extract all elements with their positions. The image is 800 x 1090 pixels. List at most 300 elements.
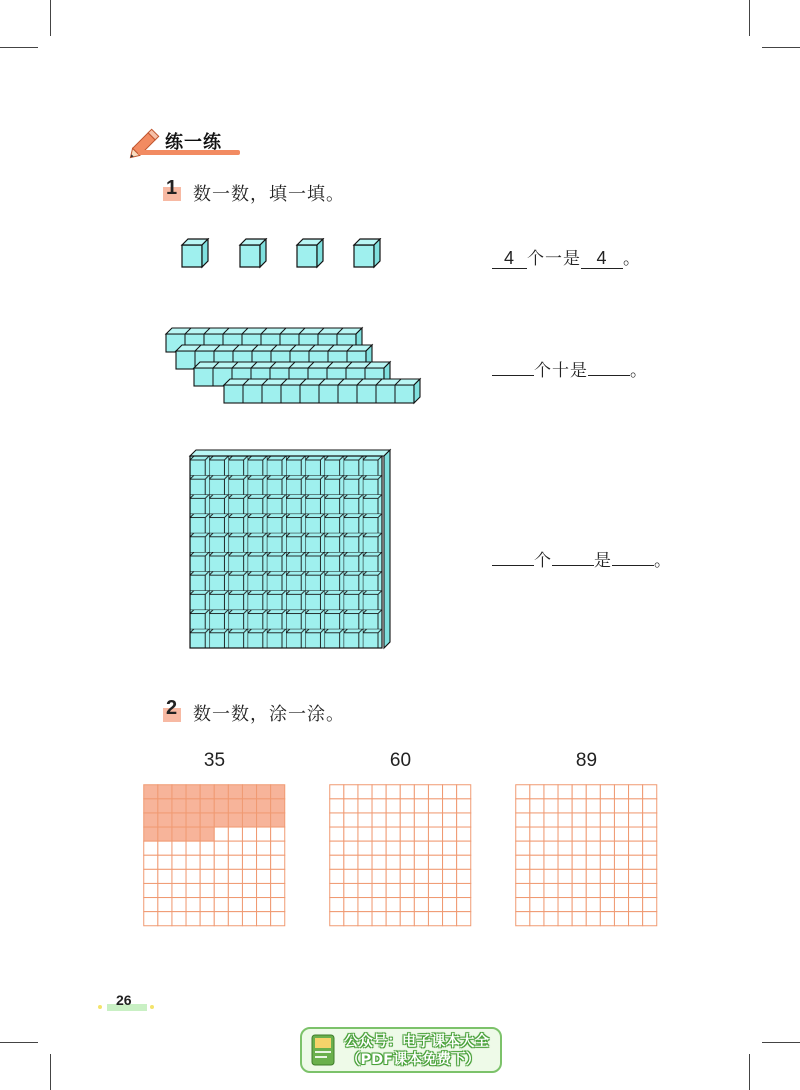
grid-cell[interactable] — [257, 912, 271, 926]
grid-cell[interactable] — [200, 898, 214, 912]
grid-cell[interactable] — [200, 785, 214, 799]
grid-cell[interactable] — [600, 799, 614, 813]
grid-cell[interactable] — [614, 898, 628, 912]
grid-cell[interactable] — [414, 813, 428, 827]
grid-cell[interactable] — [643, 841, 657, 855]
grid-cell[interactable] — [271, 898, 285, 912]
answer-blank[interactable] — [612, 565, 654, 566]
answer-blank[interactable] — [552, 565, 594, 566]
grid-cell[interactable] — [414, 898, 428, 912]
grid-cell[interactable] — [372, 898, 386, 912]
grid-cell[interactable] — [344, 841, 358, 855]
grid-cell[interactable] — [386, 883, 400, 897]
grid-cell[interactable] — [614, 813, 628, 827]
grid-cell[interactable] — [358, 841, 372, 855]
grid-cell[interactable] — [271, 841, 285, 855]
grid-cell[interactable] — [516, 841, 530, 855]
grid-cell[interactable] — [600, 827, 614, 841]
grid-cell[interactable] — [643, 813, 657, 827]
hundred-grid[interactable] — [329, 784, 472, 927]
grid-cell[interactable] — [516, 785, 530, 799]
grid-cell[interactable] — [158, 799, 172, 813]
grid-cell[interactable] — [530, 869, 544, 883]
grid-cell[interactable] — [344, 785, 358, 799]
grid-cell[interactable] — [572, 841, 586, 855]
grid-cell[interactable] — [428, 883, 442, 897]
grid-cell[interactable] — [544, 883, 558, 897]
grid-cell[interactable] — [372, 813, 386, 827]
grid-cell[interactable] — [186, 827, 200, 841]
grid-cell[interactable] — [172, 912, 186, 926]
grid-cell[interactable] — [271, 869, 285, 883]
grid-cell[interactable] — [443, 869, 457, 883]
grid-cell[interactable] — [144, 869, 158, 883]
answer-blank[interactable]: 4 — [492, 248, 527, 269]
grid-cell[interactable] — [257, 785, 271, 799]
grid-cell[interactable] — [614, 883, 628, 897]
grid-cell[interactable] — [600, 785, 614, 799]
grid-cell[interactable] — [544, 813, 558, 827]
grid-cell[interactable] — [344, 912, 358, 926]
grid-cell[interactable] — [629, 799, 643, 813]
grid-cell[interactable] — [144, 799, 158, 813]
grid-cell[interactable] — [428, 799, 442, 813]
grid-cell[interactable] — [457, 813, 471, 827]
grid-cell[interactable] — [228, 883, 242, 897]
grid-cell[interactable] — [572, 912, 586, 926]
grid-cell[interactable] — [214, 869, 228, 883]
grid-cell[interactable] — [200, 883, 214, 897]
grid-cell[interactable] — [414, 912, 428, 926]
grid-cell[interactable] — [572, 785, 586, 799]
grid-cell[interactable] — [330, 912, 344, 926]
grid-cell[interactable] — [271, 827, 285, 841]
grid-cell[interactable] — [443, 912, 457, 926]
grid-cell[interactable] — [228, 799, 242, 813]
grid-cell[interactable] — [530, 827, 544, 841]
grid-cell[interactable] — [414, 799, 428, 813]
grid-cell[interactable] — [144, 841, 158, 855]
grid-cell[interactable] — [358, 898, 372, 912]
grid-cell[interactable] — [530, 912, 544, 926]
grid-cell[interactable] — [586, 883, 600, 897]
grid-cell[interactable] — [428, 869, 442, 883]
grid-cell[interactable] — [228, 841, 242, 855]
grid-cell[interactable] — [372, 841, 386, 855]
grid-cell[interactable] — [358, 869, 372, 883]
grid-cell[interactable] — [172, 898, 186, 912]
grid-cell[interactable] — [358, 912, 372, 926]
grid-cell[interactable] — [242, 912, 256, 926]
grid-cell[interactable] — [516, 869, 530, 883]
grid-cell[interactable] — [386, 869, 400, 883]
grid-cell[interactable] — [386, 785, 400, 799]
grid-cell[interactable] — [172, 785, 186, 799]
grid-cell[interactable] — [330, 898, 344, 912]
grid-cell[interactable] — [428, 912, 442, 926]
grid-cell[interactable] — [158, 827, 172, 841]
grid-cell[interactable] — [144, 785, 158, 799]
grid-cell[interactable] — [572, 827, 586, 841]
grid-cell[interactable] — [530, 841, 544, 855]
grid-cell[interactable] — [414, 841, 428, 855]
grid-cell[interactable] — [400, 869, 414, 883]
grid-cell[interactable] — [330, 799, 344, 813]
grid-cell[interactable] — [629, 898, 643, 912]
answer-blank[interactable]: 4 — [581, 248, 623, 269]
grid-cell[interactable] — [400, 799, 414, 813]
grid-cell[interactable] — [242, 855, 256, 869]
grid-cell[interactable] — [643, 912, 657, 926]
grid-cell[interactable] — [200, 841, 214, 855]
grid-cell[interactable] — [516, 799, 530, 813]
grid-cell[interactable] — [242, 841, 256, 855]
answer-blank[interactable] — [492, 565, 534, 566]
grid-cell[interactable] — [344, 883, 358, 897]
grid-cell[interactable] — [629, 827, 643, 841]
grid-cell[interactable] — [214, 898, 228, 912]
grid-cell[interactable] — [530, 898, 544, 912]
grid-cell[interactable] — [629, 841, 643, 855]
hundred-grid[interactable] — [143, 784, 286, 927]
grid-cell[interactable] — [144, 883, 158, 897]
grid-cell[interactable] — [600, 855, 614, 869]
grid-cell[interactable] — [186, 855, 200, 869]
grid-cell[interactable] — [386, 898, 400, 912]
grid-cell[interactable] — [558, 883, 572, 897]
grid-cell[interactable] — [558, 841, 572, 855]
grid-cell[interactable] — [400, 912, 414, 926]
grid-cell[interactable] — [200, 813, 214, 827]
grid-cell[interactable] — [558, 785, 572, 799]
grid-cell[interactable] — [271, 799, 285, 813]
grid-cell[interactable] — [271, 883, 285, 897]
grid-cell[interactable] — [414, 869, 428, 883]
grid-cell[interactable] — [158, 855, 172, 869]
grid-cell[interactable] — [600, 869, 614, 883]
grid-cell[interactable] — [344, 813, 358, 827]
grid-cell[interactable] — [414, 855, 428, 869]
grid-cell[interactable] — [144, 813, 158, 827]
grid-cell[interactable] — [516, 813, 530, 827]
grid-cell[interactable] — [200, 827, 214, 841]
grid-cell[interactable] — [544, 785, 558, 799]
grid-cell[interactable] — [228, 855, 242, 869]
grid-cell[interactable] — [386, 841, 400, 855]
grid-cell[interactable] — [214, 841, 228, 855]
grid-cell[interactable] — [242, 898, 256, 912]
grid-cell[interactable] — [186, 898, 200, 912]
grid-cell[interactable] — [572, 883, 586, 897]
grid-cell[interactable] — [572, 869, 586, 883]
grid-cell[interactable] — [372, 883, 386, 897]
grid-cell[interactable] — [428, 827, 442, 841]
grid-cell[interactable] — [629, 785, 643, 799]
grid-cell[interactable] — [344, 898, 358, 912]
grid-cell[interactable] — [414, 883, 428, 897]
grid-cell[interactable] — [443, 883, 457, 897]
grid-cell[interactable] — [330, 785, 344, 799]
grid-cell[interactable] — [158, 898, 172, 912]
hundred-grid[interactable] — [515, 784, 658, 927]
grid-cell[interactable] — [200, 799, 214, 813]
grid-cell[interactable] — [257, 869, 271, 883]
grid-cell[interactable] — [558, 799, 572, 813]
grid-cell[interactable] — [443, 799, 457, 813]
grid-cell[interactable] — [586, 869, 600, 883]
grid-cell[interactable] — [643, 827, 657, 841]
grid-cell[interactable] — [629, 912, 643, 926]
grid-cell[interactable] — [400, 883, 414, 897]
grid-cell[interactable] — [386, 813, 400, 827]
grid-cell[interactable] — [400, 827, 414, 841]
grid-cell[interactable] — [172, 883, 186, 897]
grid-cell[interactable] — [457, 898, 471, 912]
grid-cell[interactable] — [172, 869, 186, 883]
grid-cell[interactable] — [214, 785, 228, 799]
grid-cell[interactable] — [428, 785, 442, 799]
grid-cell[interactable] — [257, 799, 271, 813]
grid-cell[interactable] — [400, 898, 414, 912]
grid-cell[interactable] — [200, 869, 214, 883]
grid-cell[interactable] — [643, 883, 657, 897]
grid-cell[interactable] — [586, 785, 600, 799]
grid-cell[interactable] — [586, 898, 600, 912]
grid-cell[interactable] — [386, 855, 400, 869]
grid-cell[interactable] — [172, 827, 186, 841]
grid-cell[interactable] — [372, 827, 386, 841]
grid-cell[interactable] — [457, 841, 471, 855]
grid-cell[interactable] — [428, 855, 442, 869]
grid-cell[interactable] — [228, 912, 242, 926]
grid-cell[interactable] — [643, 855, 657, 869]
grid-cell[interactable] — [544, 799, 558, 813]
grid-cell[interactable] — [457, 912, 471, 926]
grid-cell[interactable] — [186, 813, 200, 827]
grid-cell[interactable] — [414, 785, 428, 799]
grid-cell[interactable] — [600, 883, 614, 897]
grid-cell[interactable] — [544, 869, 558, 883]
grid-cell[interactable] — [257, 841, 271, 855]
grid-cell[interactable] — [172, 855, 186, 869]
grid-cell[interactable] — [242, 785, 256, 799]
grid-cell[interactable] — [186, 883, 200, 897]
grid-cell[interactable] — [400, 813, 414, 827]
grid-cell[interactable] — [586, 841, 600, 855]
grid-cell[interactable] — [214, 912, 228, 926]
grid-cell[interactable] — [457, 855, 471, 869]
grid-cell[interactable] — [257, 898, 271, 912]
grid-cell[interactable] — [386, 912, 400, 926]
grid-cell[interactable] — [242, 799, 256, 813]
grid-cell[interactable] — [358, 785, 372, 799]
grid-cell[interactable] — [200, 855, 214, 869]
grid-cell[interactable] — [643, 898, 657, 912]
grid-cell[interactable] — [586, 912, 600, 926]
grid-cell[interactable] — [558, 855, 572, 869]
grid-cell[interactable] — [530, 883, 544, 897]
grid-cell[interactable] — [257, 855, 271, 869]
grid-cell[interactable] — [186, 869, 200, 883]
grid-cell[interactable] — [516, 898, 530, 912]
grid-cell[interactable] — [372, 869, 386, 883]
grid-cell[interactable] — [228, 785, 242, 799]
grid-cell[interactable] — [643, 785, 657, 799]
grid-cell[interactable] — [186, 785, 200, 799]
grid-cell[interactable] — [530, 785, 544, 799]
grid-cell[interactable] — [414, 827, 428, 841]
grid-cell[interactable] — [358, 827, 372, 841]
grid-cell[interactable] — [572, 855, 586, 869]
grid-cell[interactable] — [144, 898, 158, 912]
grid-cell[interactable] — [586, 799, 600, 813]
grid-cell[interactable] — [400, 841, 414, 855]
grid-cell[interactable] — [158, 813, 172, 827]
grid-cell[interactable] — [214, 855, 228, 869]
grid-cell[interactable] — [629, 883, 643, 897]
grid-cell[interactable] — [186, 912, 200, 926]
grid-cell[interactable] — [257, 827, 271, 841]
grid-cell[interactable] — [443, 813, 457, 827]
grid-cell[interactable] — [172, 841, 186, 855]
grid-cell[interactable] — [443, 827, 457, 841]
grid-cell[interactable] — [372, 912, 386, 926]
grid-cell[interactable] — [614, 869, 628, 883]
grid-cell[interactable] — [544, 912, 558, 926]
grid-cell[interactable] — [443, 855, 457, 869]
grid-cell[interactable] — [228, 827, 242, 841]
grid-cell[interactable] — [516, 883, 530, 897]
grid-cell[interactable] — [330, 827, 344, 841]
grid-cell[interactable] — [158, 785, 172, 799]
grid-cell[interactable] — [330, 813, 344, 827]
grid-cell[interactable] — [372, 855, 386, 869]
grid-cell[interactable] — [572, 799, 586, 813]
grid-cell[interactable] — [558, 813, 572, 827]
grid-cell[interactable] — [600, 912, 614, 926]
grid-cell[interactable] — [228, 898, 242, 912]
grid-cell[interactable] — [558, 898, 572, 912]
grid-cell[interactable] — [386, 799, 400, 813]
grid-cell[interactable] — [614, 855, 628, 869]
grid-cell[interactable] — [544, 855, 558, 869]
grid-cell[interactable] — [614, 841, 628, 855]
grid-cell[interactable] — [344, 855, 358, 869]
grid-cell[interactable] — [271, 855, 285, 869]
grid-cell[interactable] — [344, 827, 358, 841]
grid-cell[interactable] — [214, 883, 228, 897]
grid-cell[interactable] — [572, 813, 586, 827]
grid-cell[interactable] — [242, 869, 256, 883]
grid-cell[interactable] — [386, 827, 400, 841]
grid-cell[interactable] — [586, 813, 600, 827]
grid-cell[interactable] — [443, 898, 457, 912]
grid-cell[interactable] — [144, 912, 158, 926]
grid-cell[interactable] — [457, 827, 471, 841]
grid-cell[interactable] — [457, 869, 471, 883]
grid-cell[interactable] — [544, 898, 558, 912]
grid-cell[interactable] — [572, 898, 586, 912]
grid-cell[interactable] — [242, 883, 256, 897]
grid-cell[interactable] — [358, 813, 372, 827]
grid-cell[interactable] — [186, 799, 200, 813]
grid-cell[interactable] — [186, 841, 200, 855]
grid-cell[interactable] — [443, 841, 457, 855]
grid-cell[interactable] — [372, 799, 386, 813]
grid-cell[interactable] — [228, 869, 242, 883]
grid-cell[interactable] — [172, 799, 186, 813]
grid-cell[interactable] — [344, 869, 358, 883]
grid-cell[interactable] — [516, 912, 530, 926]
grid-cell[interactable] — [457, 883, 471, 897]
grid-cell[interactable] — [358, 855, 372, 869]
answer-blank[interactable] — [588, 375, 630, 376]
grid-cell[interactable] — [544, 827, 558, 841]
grid-cell[interactable] — [257, 813, 271, 827]
grid-cell[interactable] — [457, 799, 471, 813]
grid-cell[interactable] — [629, 813, 643, 827]
grid-cell[interactable] — [158, 883, 172, 897]
grid-cell[interactable] — [158, 841, 172, 855]
grid-cell[interactable] — [600, 898, 614, 912]
grid-cell[interactable] — [330, 883, 344, 897]
grid-cell[interactable] — [400, 785, 414, 799]
grid-cell[interactable] — [544, 841, 558, 855]
grid-cell[interactable] — [643, 869, 657, 883]
grid-cell[interactable] — [614, 785, 628, 799]
grid-cell[interactable] — [443, 785, 457, 799]
grid-cell[interactable] — [271, 785, 285, 799]
grid-cell[interactable] — [158, 912, 172, 926]
grid-cell[interactable] — [629, 855, 643, 869]
grid-cell[interactable] — [358, 799, 372, 813]
grid-cell[interactable] — [558, 827, 572, 841]
grid-cell[interactable] — [214, 813, 228, 827]
grid-cell[interactable] — [344, 799, 358, 813]
grid-cell[interactable] — [214, 799, 228, 813]
grid-cell[interactable] — [330, 869, 344, 883]
grid-cell[interactable] — [428, 813, 442, 827]
grid-cell[interactable] — [358, 883, 372, 897]
grid-cell[interactable] — [330, 841, 344, 855]
grid-cell[interactable] — [172, 813, 186, 827]
grid-cell[interactable] — [614, 799, 628, 813]
grid-cell[interactable] — [516, 827, 530, 841]
grid-cell[interactable] — [530, 813, 544, 827]
grid-cell[interactable] — [271, 912, 285, 926]
grid-cell[interactable] — [629, 869, 643, 883]
grid-cell[interactable] — [600, 841, 614, 855]
grid-cell[interactable] — [558, 912, 572, 926]
grid-cell[interactable] — [242, 813, 256, 827]
grid-cell[interactable] — [372, 785, 386, 799]
grid-cell[interactable] — [614, 912, 628, 926]
grid-cell[interactable] — [457, 785, 471, 799]
grid-cell[interactable] — [158, 869, 172, 883]
grid-cell[interactable] — [586, 827, 600, 841]
grid-cell[interactable] — [200, 912, 214, 926]
grid-cell[interactable] — [228, 813, 242, 827]
grid-cell[interactable] — [558, 869, 572, 883]
grid-cell[interactable] — [144, 827, 158, 841]
grid-cell[interactable] — [428, 898, 442, 912]
grid-cell[interactable] — [614, 827, 628, 841]
grid-cell[interactable] — [214, 827, 228, 841]
grid-cell[interactable] — [242, 827, 256, 841]
grid-cell[interactable] — [257, 883, 271, 897]
grid-cell[interactable] — [330, 855, 344, 869]
grid-cell[interactable] — [600, 813, 614, 827]
